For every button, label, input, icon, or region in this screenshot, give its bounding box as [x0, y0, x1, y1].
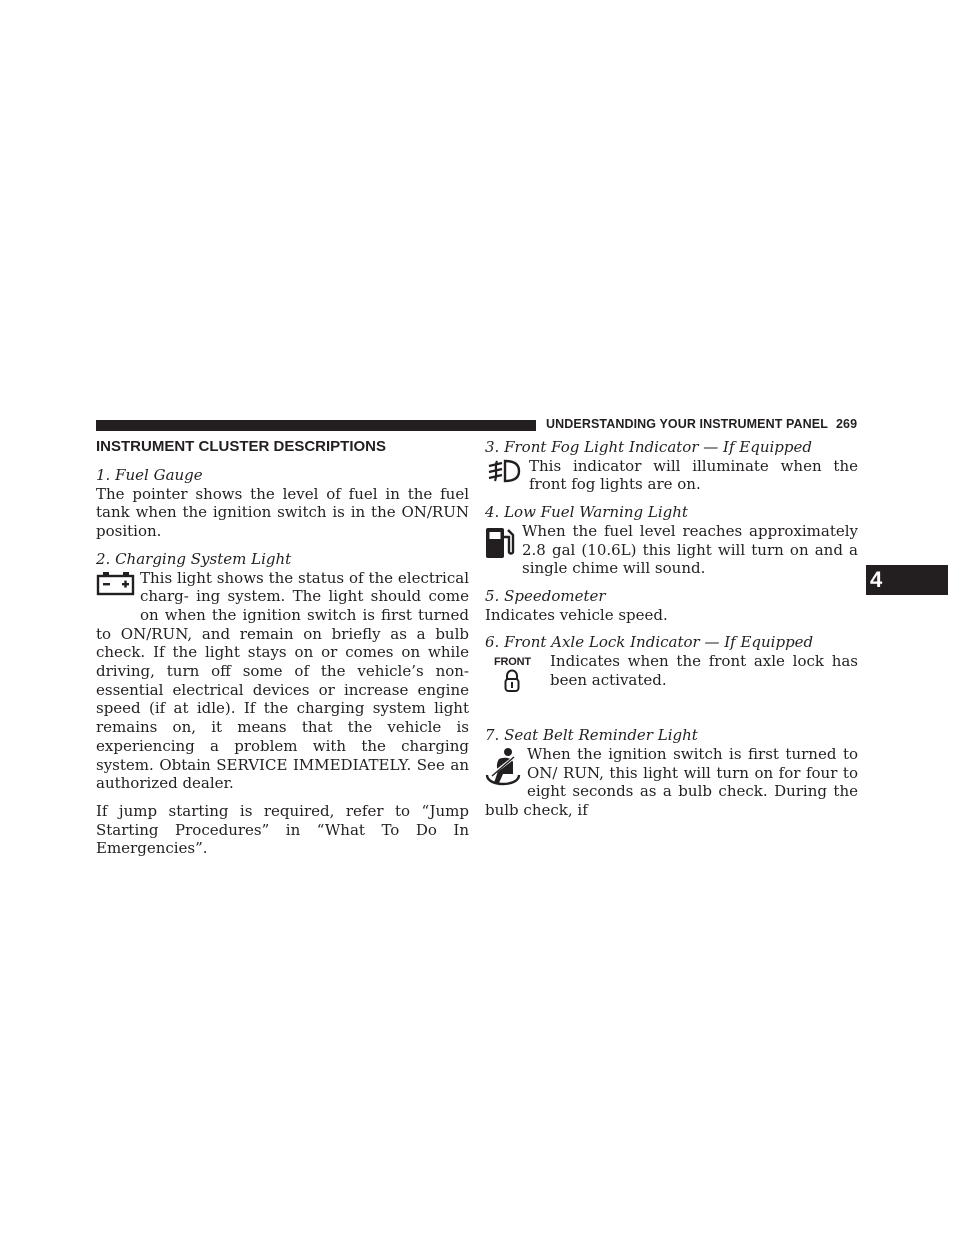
running-title: UNDERSTANDING YOUR INSTRUMENT PANEL — [546, 417, 828, 431]
item-speedometer — [485, 587, 858, 624]
item-heading: 1. Fuel Gauge — [96, 466, 203, 484]
item-body: Indicates when the front axle lock has been activated. — [550, 652, 858, 689]
left-column — [96, 438, 469, 867]
item-heading: 2. Charging System Light — [96, 549, 292, 568]
chapter-tab: 4 — [866, 565, 948, 595]
seat-belt-icon — [485, 745, 527, 801]
item-heading: 3. Front Fog Light Indicator — If Equipped — [485, 438, 812, 456]
fuel-pump-icon — [485, 522, 522, 572]
item-fuel-gauge — [96, 466, 469, 541]
item-body: Indicates vehicle speed. — [485, 605, 668, 624]
running-header — [546, 417, 857, 431]
item-low-fuel — [485, 503, 858, 578]
header-rule — [96, 420, 536, 431]
front-axle-lock-icon — [485, 652, 550, 702]
page-number: 269 — [835, 417, 858, 431]
lock-icon — [503, 669, 521, 693]
item-heading: 6. Front Axle Lock Indicator — If Equipped — [485, 633, 814, 652]
item-seat-belt — [485, 726, 858, 820]
section-title: INSTRUMENT CLUSTER DESCRIPTIONS — [96, 438, 387, 455]
item-heading: 4. Low Fuel Warning Light — [485, 503, 688, 522]
item-front-fog-light — [485, 438, 858, 494]
item-charging-system — [96, 550, 469, 793]
item-body: This light shows the status of the electrical charg- ing system. The light should come on when the ignition switch is first turned to ON/RUN, and remain on briefly as a bulb check. If the light stays on or comes on while driving, turn off some of the vehicle’s non- essential electrical devices or increase engine speed (if at idle). If the charging system light remains on, it means that the vehicle is experiencing a problem with the charging system. Obtain SERVICE IMMEDIATELY. See an authorized dealer. — [96, 568, 469, 793]
battery-icon — [96, 569, 140, 609]
item-body: The pointer shows the level of fuel in the fuel tank when the ignition switch is in the ON/RUN position. — [96, 484, 469, 541]
right-column — [485, 438, 858, 829]
item-body: When the ignition switch is first turned to ON/ RUN, this light will turn on for four to eight seconds as a bulb check. During the bulb check, if — [485, 745, 858, 820]
item-body: When the fuel level reaches approximately 2.8 gal (10.6L) this light will turn on and a single chime will sound. — [522, 521, 858, 578]
item-heading: 7. Seat Belt Reminder Light — [485, 726, 698, 745]
jump-start-note — [96, 802, 469, 858]
item-front-axle-lock — [485, 633, 858, 717]
item-heading: 5. Speedometer — [485, 586, 606, 605]
jump-start-text: If jump starting is required, refer to “Jump Starting Procedures” in “What To Do In Emergencies”. — [96, 801, 469, 858]
item-body: This indicator will illuminate when the front fog lights are on. — [529, 456, 858, 494]
front-fog-light-icon — [485, 457, 529, 493]
front-label: FRONT — [494, 656, 531, 669]
